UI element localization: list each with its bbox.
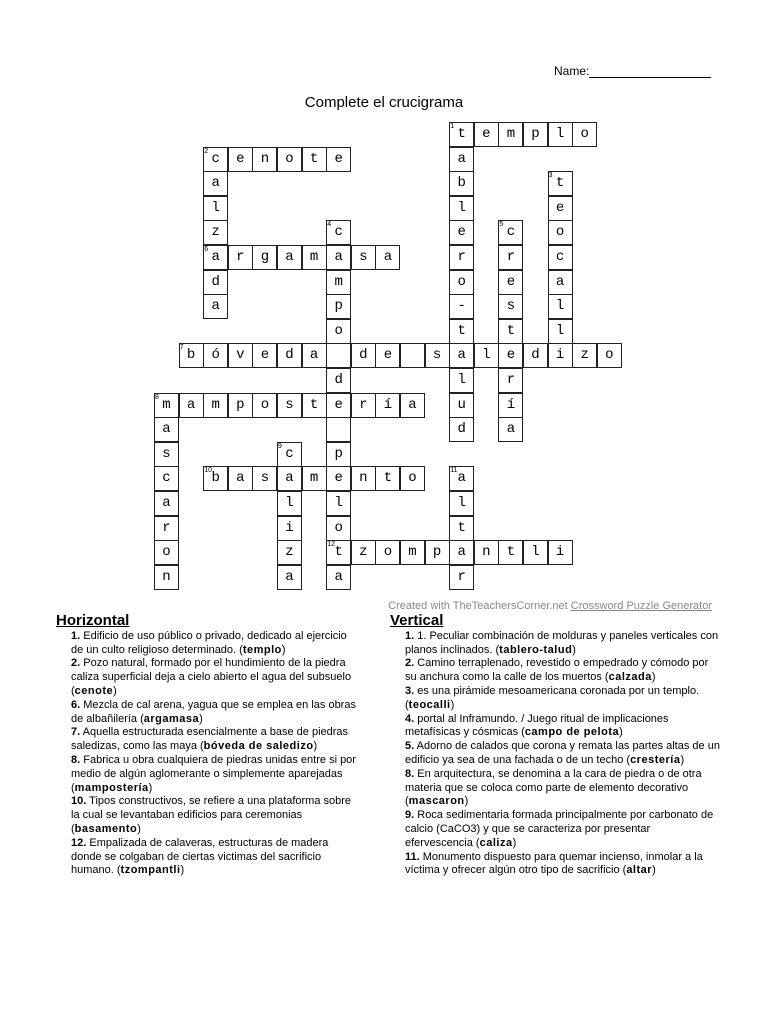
grid-cell[interactable]: a: [449, 147, 474, 172]
grid-cell[interactable]: o: [375, 540, 400, 565]
grid-cell[interactable]: v: [228, 343, 253, 368]
clue-text: Aquella estructurada esencialmente a base de piedras saledizas, como las maya (: [71, 726, 349, 753]
grid-cell[interactable]: e: [375, 343, 400, 368]
grid-cell[interactable]: t: [498, 319, 523, 344]
clue-number: 1: [450, 123, 455, 130]
grid-cell[interactable]: d: [203, 270, 228, 295]
grid-cell[interactable]: e: [228, 147, 253, 172]
clue-number-label: 4.: [405, 712, 415, 725]
grid-cell[interactable]: m: [498, 122, 523, 147]
clue-answer: mascaron: [408, 795, 465, 808]
grid-cell[interactable]: u: [449, 393, 474, 418]
grid-cell[interactable]: a: [326, 245, 351, 270]
clue-close: ): [651, 671, 656, 684]
grid-cell[interactable]: d: [523, 343, 548, 368]
grid-cell[interactable]: m: [302, 245, 327, 270]
clue-text: Empalizada de calaveras, estructuras de madera donde se colgaban de ciertas victimas del sacrificio humano. (: [71, 836, 329, 877]
clue-close: ): [450, 698, 455, 711]
grid-cell[interactable]: l: [548, 122, 573, 147]
clue-text: Mezcla de cal arena, yagua que se emplea en las obras de albañilería (: [71, 698, 356, 725]
grid-cell[interactable]: í: [375, 393, 400, 418]
grid-cell[interactable]: a: [400, 393, 425, 418]
credit-text: Created with TheTeachersCorner.net: [388, 600, 571, 612]
clue-number-label: 5.: [405, 740, 415, 753]
grid-cell[interactable]: l: [449, 368, 474, 393]
clue-number-label: 2.: [405, 657, 415, 670]
clue-answer: calzada: [608, 671, 652, 684]
grid-cell[interactable]: o: [572, 122, 597, 147]
grid-cell[interactable]: e: [474, 122, 499, 147]
grid-cell[interactable]: -: [449, 294, 474, 319]
grid-cell[interactable]: a: [277, 565, 302, 590]
grid-cell[interactable]: a: [277, 245, 302, 270]
grid-cell[interactable]: s: [252, 466, 277, 491]
grid-cell[interactable]: a: [548, 270, 573, 295]
grid-cell[interactable]: e: [252, 343, 277, 368]
clue-close: ): [180, 864, 185, 877]
clue-close: ): [512, 836, 517, 849]
grid-cell[interactable]: [326, 343, 351, 368]
grid-cell[interactable]: a: [203, 245, 228, 270]
grid-cell[interactable]: e: [326, 147, 351, 172]
grid-cell[interactable]: a: [203, 171, 228, 196]
clue-answer: caliza: [479, 836, 513, 849]
grid-cell[interactable]: a: [498, 417, 523, 442]
grid-cell[interactable]: t: [302, 147, 327, 172]
clue-answer: argamasa: [143, 712, 200, 725]
grid-cell[interactable]: s: [277, 393, 302, 418]
grid-cell[interactable]: m: [400, 540, 425, 565]
clue-item: [390, 713, 720, 741]
grid-cell[interactable]: a: [302, 343, 327, 368]
horizontal-clues: [56, 614, 356, 878]
grid-cell[interactable]: a: [449, 540, 474, 565]
grid-cell[interactable]: d: [449, 417, 474, 442]
grid-cell[interactable]: r: [449, 565, 474, 590]
clue-close: ): [137, 822, 141, 835]
grid-cell[interactable]: o: [400, 466, 425, 491]
grid-cell[interactable]: l: [277, 491, 302, 516]
clue-answer: bóveda de saledizo: [203, 740, 314, 753]
clue-item: [56, 630, 356, 658]
grid-cell[interactable]: b: [203, 466, 228, 491]
clue-number: 6: [204, 246, 209, 253]
grid-cell[interactable]: r: [449, 245, 474, 270]
clue-text: En arquitectura, se denomina a la cara de piedra o de otra materia que se coloca como parte de elemento decorativo (: [405, 767, 702, 808]
grid-cell[interactable]: t: [375, 466, 400, 491]
grid-cell[interactable]: s: [425, 343, 450, 368]
clue-close: ): [113, 684, 117, 697]
horizontal-heading: Horizontal: [56, 612, 130, 629]
clue-close: ): [199, 712, 203, 725]
clue-item: [56, 657, 356, 698]
clue-close: ): [652, 864, 656, 877]
grid-cell[interactable]: o: [326, 516, 351, 541]
grid-cell[interactable]: t: [498, 540, 523, 565]
grid-cell[interactable]: r: [498, 368, 523, 393]
grid-cell[interactable]: p: [425, 540, 450, 565]
grid-cell[interactable]: n: [252, 147, 277, 172]
clue-number-label: 12.: [71, 836, 87, 849]
grid-cell[interactable]: c: [277, 442, 302, 467]
grid-cell[interactable]: o: [277, 147, 302, 172]
grid-cell[interactable]: p: [523, 122, 548, 147]
grid-cell[interactable]: r: [351, 393, 376, 418]
clue-close: ): [619, 726, 623, 739]
clue-number-label: 8.: [71, 753, 81, 766]
grid-cell[interactable]: o: [449, 270, 474, 295]
grid-cell[interactable]: t: [449, 516, 474, 541]
page-title: Complete el crucigrama: [304, 94, 464, 111]
grid-cell[interactable]: o: [548, 220, 573, 245]
grid-cell[interactable]: e: [498, 343, 523, 368]
grid-cell[interactable]: d: [351, 343, 376, 368]
grid-cell[interactable]: l: [449, 491, 474, 516]
clue-number-label: 7.: [71, 726, 81, 739]
clue-answer: crestería: [630, 753, 681, 766]
credit-line: [388, 600, 712, 612]
grid-cell[interactable]: t: [326, 540, 351, 565]
clue-number-label: 8.: [405, 767, 415, 780]
grid-cell[interactable]: í: [498, 393, 523, 418]
vertical-clue-list: [390, 630, 720, 878]
clue-number: 3: [548, 172, 553, 180]
grid-cell[interactable]: m: [154, 393, 179, 418]
grid-cell[interactable]: b: [179, 343, 204, 368]
grid-cell[interactable]: s: [154, 442, 179, 467]
clue-item: [390, 740, 720, 768]
clue-item: [390, 685, 720, 713]
grid-cell[interactable]: z: [351, 540, 376, 565]
clue-answer: tablero-talud: [499, 643, 573, 656]
grid-cell[interactable]: [326, 417, 351, 442]
clue-close: ): [313, 740, 318, 753]
clue-number-label: 2.: [71, 657, 81, 670]
grid-cell[interactable]: r: [498, 245, 523, 270]
grid-cell[interactable]: z: [277, 540, 302, 565]
grid-cell[interactable]: i: [548, 343, 573, 368]
grid-cell[interactable]: a: [154, 491, 179, 516]
grid-cell[interactable]: a: [203, 294, 228, 319]
clue-answer: teocalli: [408, 698, 451, 711]
grid-cell[interactable]: l: [548, 319, 573, 344]
grid-cell[interactable]: e: [326, 393, 351, 418]
grid-cell[interactable]: d: [326, 368, 351, 393]
grid-cell[interactable]: d: [277, 343, 302, 368]
clue-text: Adorno de calados que corona y remata las partes altas de un edificio ya sea de una fachada o de un techo (: [405, 740, 720, 766]
clue-text: es una pirámide mesoamericana coronada por un templo. (: [405, 684, 700, 711]
clue-number-label: 1.: [405, 629, 415, 642]
clue-text: Camino terraplenado, revestido o empedrado y cómodo por su anchura como la calle de los muertos (: [405, 657, 709, 684]
credit-link[interactable]: Crossword Puzzle Generator: [570, 600, 712, 612]
grid-cell[interactable]: l: [474, 343, 499, 368]
grid-cell[interactable]: a: [154, 417, 179, 442]
grid-cell[interactable]: m: [326, 270, 351, 295]
grid-cell[interactable]: o: [326, 319, 351, 344]
clue-item: [56, 754, 356, 795]
grid-cell[interactable]: m: [302, 466, 327, 491]
grid-cell[interactable]: n: [474, 540, 499, 565]
grid-cell[interactable]: i: [548, 540, 573, 565]
grid-cell[interactable]: s: [351, 245, 376, 270]
clue-number: 11: [450, 467, 458, 475]
clue-answer: campo de pelota: [524, 726, 620, 739]
grid-cell[interactable]: o: [597, 343, 622, 368]
clue-number-label: 9.: [405, 809, 415, 822]
clue-number-label: 3.: [405, 684, 415, 697]
grid-cell[interactable]: a: [326, 565, 351, 590]
name-label: Name:: [554, 64, 590, 78]
grid-cell[interactable]: ó: [203, 343, 228, 368]
grid-cell[interactable]: r: [228, 245, 253, 270]
grid-cell[interactable]: o: [252, 393, 277, 418]
grid-cell[interactable]: r: [154, 516, 179, 541]
grid-cell[interactable]: o: [154, 540, 179, 565]
grid-cell[interactable]: c: [326, 220, 351, 245]
clue-number: 12: [327, 541, 335, 549]
grid-cell[interactable]: b: [449, 171, 474, 196]
clue-text: Edificio de uso público o privado, dedicado al ejercicio de un culto religioso determinado. (: [71, 629, 347, 656]
clue-text: Fabrica u obra cualquiera de piedras unidas entre si por medio de algún aglomerante o simplemente aparejadas (: [71, 753, 356, 794]
clue-close: ): [572, 643, 576, 656]
clue-number: 8: [155, 393, 159, 401]
grid-cell[interactable]: t: [548, 171, 573, 196]
clue-text: Tipos constructivos, se refiere a una plataforma sobre la cual se levantaban edificios para ceremonias (: [71, 795, 352, 835]
clue-answer: basamento: [74, 822, 138, 835]
clue-item: [56, 837, 356, 878]
clue-number: 5: [499, 221, 504, 229]
clue-number-label: 1.: [71, 629, 81, 642]
grid-cell[interactable]: e: [326, 466, 351, 491]
clue-number-label: 11.: [405, 850, 420, 863]
clue-text: Monumento dispuesto para quemar incienso, inmolar a la víctima y ofrecer algún otro tipo de sacrificio (: [405, 850, 703, 877]
grid-cell[interactable]: [400, 343, 425, 368]
clue-number: 10: [204, 467, 212, 475]
grid-cell[interactable]: p: [228, 393, 253, 418]
clue-answer: tzompantli: [120, 864, 181, 877]
grid-cell[interactable]: c: [548, 245, 573, 270]
grid-cell[interactable]: m: [203, 393, 228, 418]
clue-item: [56, 726, 356, 754]
grid-cell[interactable]: a: [449, 466, 474, 491]
grid-cell[interactable]: l: [548, 294, 573, 319]
clue-item: [390, 630, 720, 658]
clue-close: ): [148, 781, 153, 794]
grid-cell[interactable]: e: [548, 196, 573, 221]
grid-cell[interactable]: l: [326, 491, 351, 516]
grid-cell[interactable]: a: [449, 343, 474, 368]
grid-cell[interactable]: p: [326, 294, 351, 319]
clue-text: 1. Peculiar combinación de molduras y paneles verticales con planos inclinados. (: [405, 629, 719, 656]
clue-text: Pozo natural, formado por el hundimiento de la piedra caliza superficial deja a cielo abierto el agua del subsuelo (: [71, 657, 352, 697]
horizontal-clue-list: [56, 630, 356, 878]
clue-number: 4: [327, 221, 332, 229]
clue-item: [390, 768, 720, 809]
grid-cell[interactable]: a: [228, 466, 253, 491]
grid-cell[interactable]: t: [449, 122, 474, 147]
grid-cell[interactable]: c: [498, 220, 523, 245]
clue-number: 7: [179, 344, 184, 352]
clue-close: ): [464, 795, 469, 808]
clue-answer: templo: [242, 643, 282, 656]
grid-cell[interactable]: p: [326, 442, 351, 467]
grid-cell[interactable]: n: [154, 565, 179, 590]
clue-item: [390, 809, 720, 850]
grid-cell[interactable]: c: [154, 466, 179, 491]
grid-cell[interactable]: a: [277, 466, 302, 491]
clue-item: [390, 657, 720, 685]
grid-cell[interactable]: a: [375, 245, 400, 270]
grid-cell[interactable]: s: [498, 294, 523, 319]
grid-cell[interactable]: i: [277, 516, 302, 541]
clue-text: portal al Inframundo. / Juego ritual de implicaciones metafísicas y cósmicas (: [405, 712, 669, 739]
clue-item: [56, 699, 356, 727]
clue-answer: mampostería: [74, 781, 149, 794]
grid-cell[interactable]: e: [449, 220, 474, 245]
clue-close: ): [281, 643, 286, 656]
grid-cell[interactable]: e: [498, 270, 523, 295]
clue-answer: altar: [626, 864, 653, 877]
vertical-clues: [390, 614, 720, 878]
grid-cell[interactable]: g: [252, 245, 277, 270]
clue-number-label: 6.: [71, 698, 81, 711]
grid-cell[interactable]: z: [572, 343, 597, 368]
clue-text: Roca sedimentaria formada principalmente por carbonato de calcio (CaCO3) y que se caracteriza por presentar efervescencia (: [405, 809, 714, 849]
clue-number: 2: [204, 147, 209, 155]
grid-cell[interactable]: a: [179, 393, 204, 418]
grid-cell[interactable]: l: [203, 196, 228, 221]
clue-item: [56, 795, 356, 836]
grid-cell[interactable]: l: [449, 196, 474, 221]
vertical-heading: Vertical: [390, 612, 444, 629]
grid-cell[interactable]: t: [302, 393, 327, 418]
clue-number: 9: [278, 442, 282, 450]
grid-cell[interactable]: z: [203, 220, 228, 245]
grid-cell[interactable]: n: [351, 466, 376, 491]
clue-number-label: 10.: [71, 795, 87, 808]
clue-close: ): [680, 753, 685, 766]
grid-cell[interactable]: t: [449, 319, 474, 344]
clue-item: [390, 851, 720, 879]
clue-answer: cenote: [74, 684, 114, 697]
grid-cell[interactable]: c: [203, 147, 228, 172]
grid-cell[interactable]: l: [523, 540, 548, 565]
